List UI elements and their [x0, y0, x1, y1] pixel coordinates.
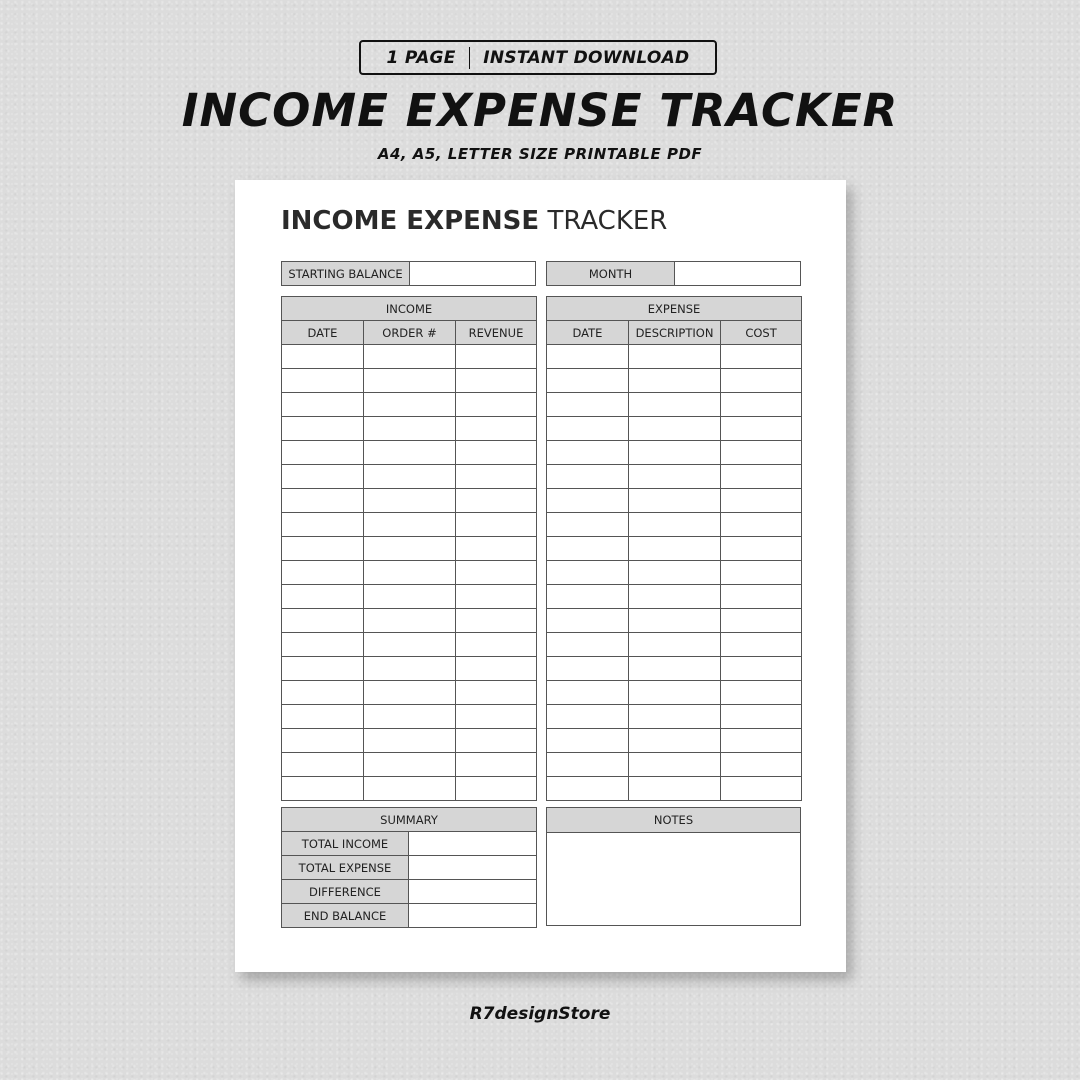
income-row: [282, 417, 537, 441]
expense-cell: [629, 633, 721, 657]
expense-cell: [547, 513, 629, 537]
expense-cell: [547, 681, 629, 705]
income-cell: [282, 489, 364, 513]
expense-cell: [629, 441, 721, 465]
income-cell: [282, 657, 364, 681]
income-cell: [364, 753, 456, 777]
expense-row: [547, 633, 802, 657]
expense-row: [547, 729, 802, 753]
expense-cell: [629, 393, 721, 417]
expense-cell: [547, 465, 629, 489]
month-label: MONTH: [547, 262, 675, 285]
expense-cell: [629, 465, 721, 489]
income-row: [282, 777, 537, 801]
expense-cell: [547, 705, 629, 729]
income-row: [282, 633, 537, 657]
expense-row: [547, 585, 802, 609]
income-cell: [282, 753, 364, 777]
income-cell: [456, 393, 537, 417]
income-cell: [456, 369, 537, 393]
month-field: [546, 261, 801, 286]
expense-cell: [629, 561, 721, 585]
expense-cell: [629, 417, 721, 441]
expense-cell: [629, 585, 721, 609]
month-value: [675, 262, 800, 285]
expense-cell: [629, 489, 721, 513]
income-cell: [456, 465, 537, 489]
summary-value-total-income: [409, 832, 537, 856]
income-cell: [456, 777, 537, 801]
income-cell: [282, 513, 364, 537]
notes-box: [546, 807, 801, 926]
income-row: [282, 753, 537, 777]
expense-row: [547, 441, 802, 465]
expense-cell: [721, 465, 802, 489]
starting-balance-field: [281, 261, 536, 286]
income-row: [282, 537, 537, 561]
expense-cell: [629, 513, 721, 537]
income-row: [282, 681, 537, 705]
product-subline: A4, A5, LETTER SIZE PRINTABLE PDF: [377, 145, 703, 163]
income-row: [282, 465, 537, 489]
pages-label: 1 PAGE: [386, 47, 456, 68]
expense-cell: [721, 441, 802, 465]
income-cell: [456, 561, 537, 585]
expense-col-date: DATE: [547, 321, 629, 345]
expense-row: [547, 609, 802, 633]
income-cell: [456, 657, 537, 681]
income-cell: [364, 369, 456, 393]
income-cell: [364, 681, 456, 705]
income-cell: [364, 705, 456, 729]
income-cell: [364, 417, 456, 441]
expense-cell: [721, 729, 802, 753]
income-row: [282, 561, 537, 585]
expense-cell: [629, 777, 721, 801]
income-row: [282, 705, 537, 729]
income-cell: [364, 537, 456, 561]
income-cell: [364, 561, 456, 585]
expense-cell: [547, 753, 629, 777]
income-cell: [282, 417, 364, 441]
expense-col-description: DESCRIPTION: [629, 321, 721, 345]
expense-cell: [547, 609, 629, 633]
starting-balance-value: [410, 262, 535, 285]
expense-row: [547, 705, 802, 729]
income-cell: [282, 345, 364, 369]
expense-row: [547, 417, 802, 441]
income-col-date: DATE: [282, 321, 364, 345]
expense-row: [547, 561, 802, 585]
expense-cell: [547, 561, 629, 585]
income-cell: [364, 633, 456, 657]
expense-cell: [547, 345, 629, 369]
income-cell: [364, 345, 456, 369]
income-row: [282, 393, 537, 417]
summary-label-total-income: TOTAL INCOME: [282, 832, 409, 856]
income-cell: [282, 393, 364, 417]
expense-cell: [547, 441, 629, 465]
income-cell: [456, 345, 537, 369]
income-cell: [364, 465, 456, 489]
expense-row: [547, 369, 802, 393]
badge-divider: [469, 47, 471, 69]
income-table: [281, 296, 537, 801]
income-row: [282, 609, 537, 633]
expense-cell: [721, 345, 802, 369]
income-cell: [282, 633, 364, 657]
download-label: INSTANT DOWNLOAD: [483, 47, 690, 68]
expense-row: [547, 657, 802, 681]
income-cell: [456, 753, 537, 777]
expense-cell: [629, 537, 721, 561]
summary-header: SUMMARY: [282, 808, 537, 832]
income-cell: [364, 729, 456, 753]
expense-row: [547, 489, 802, 513]
expense-cell: [721, 417, 802, 441]
income-cell: [456, 537, 537, 561]
expense-cell: [721, 585, 802, 609]
summary-label-total-expense: TOTAL EXPENSE: [282, 856, 409, 880]
sheet-title: [281, 206, 667, 236]
expense-table: [546, 296, 802, 801]
income-row: [282, 369, 537, 393]
expense-cell: [629, 609, 721, 633]
expense-cell: [721, 753, 802, 777]
summary-label-end-balance: END BALANCE: [282, 904, 409, 928]
income-cell: [282, 465, 364, 489]
expense-row: [547, 537, 802, 561]
expense-cell: [629, 729, 721, 753]
starting-balance-label: STARTING BALANCE: [282, 262, 410, 285]
expense-cell: [547, 657, 629, 681]
sheet-title-light: TRACKER: [547, 206, 668, 236]
income-cell: [456, 633, 537, 657]
income-cell: [456, 489, 537, 513]
expense-cell: [721, 681, 802, 705]
income-row: [282, 729, 537, 753]
expense-row: [547, 777, 802, 801]
income-cell: [282, 729, 364, 753]
expense-cell: [547, 369, 629, 393]
expense-cell: [547, 417, 629, 441]
income-header: INCOME: [282, 297, 537, 321]
printable-sheet: [235, 180, 846, 972]
income-cell: [282, 609, 364, 633]
product-headline: INCOME EXPENSE TRACKER: [181, 84, 899, 137]
summary-table: [281, 807, 537, 928]
income-cell: [282, 705, 364, 729]
income-row: [282, 585, 537, 609]
expense-cell: [547, 537, 629, 561]
summary-value-total-expense: [409, 856, 537, 880]
expense-row: [547, 513, 802, 537]
expense-header: EXPENSE: [547, 297, 802, 321]
income-cell: [282, 777, 364, 801]
expense-cell: [721, 393, 802, 417]
brand-name: R7designStore: [469, 1004, 611, 1024]
income-row: [282, 657, 537, 681]
income-cell: [456, 441, 537, 465]
income-row: [282, 441, 537, 465]
expense-cell: [547, 489, 629, 513]
expense-col-cost: COST: [721, 321, 802, 345]
sheet-title-bold: INCOME EXPENSE: [281, 206, 540, 236]
income-cell: [364, 777, 456, 801]
expense-cell: [721, 537, 802, 561]
income-cell: [364, 489, 456, 513]
expense-row: [547, 465, 802, 489]
income-row: [282, 489, 537, 513]
income-cell: [364, 513, 456, 537]
expense-cell: [629, 369, 721, 393]
income-cell: [282, 441, 364, 465]
income-cell: [364, 657, 456, 681]
income-col-order: ORDER #: [364, 321, 456, 345]
expense-cell: [721, 609, 802, 633]
income-cell: [364, 393, 456, 417]
expense-cell: [547, 585, 629, 609]
income-cell: [456, 513, 537, 537]
income-row: [282, 513, 537, 537]
notes-header: NOTES: [547, 808, 800, 833]
expense-cell: [629, 753, 721, 777]
income-row: [282, 345, 537, 369]
expense-cell: [721, 561, 802, 585]
expense-cell: [721, 369, 802, 393]
income-col-revenue: REVENUE: [456, 321, 537, 345]
expense-row: [547, 393, 802, 417]
income-cell: [456, 681, 537, 705]
expense-cell: [629, 345, 721, 369]
expense-cell: [721, 777, 802, 801]
summary-value-end-balance: [409, 904, 537, 928]
expense-cell: [721, 489, 802, 513]
income-cell: [282, 561, 364, 585]
income-cell: [456, 705, 537, 729]
expense-cell: [721, 633, 802, 657]
expense-cell: [721, 657, 802, 681]
expense-row: [547, 345, 802, 369]
expense-cell: [547, 393, 629, 417]
income-cell: [364, 609, 456, 633]
income-cell: [282, 537, 364, 561]
expense-row: [547, 681, 802, 705]
income-cell: [456, 609, 537, 633]
income-cell: [456, 417, 537, 441]
expense-cell: [721, 513, 802, 537]
income-cell: [456, 585, 537, 609]
expense-cell: [547, 729, 629, 753]
income-cell: [282, 369, 364, 393]
expense-cell: [629, 705, 721, 729]
expense-cell: [547, 777, 629, 801]
expense-cell: [629, 681, 721, 705]
format-badge: [359, 40, 717, 75]
expense-cell: [721, 705, 802, 729]
expense-cell: [547, 633, 629, 657]
income-cell: [364, 441, 456, 465]
income-cell: [282, 681, 364, 705]
summary-label-difference: DIFFERENCE: [282, 880, 409, 904]
expense-row: [547, 753, 802, 777]
income-cell: [364, 585, 456, 609]
summary-value-difference: [409, 880, 537, 904]
income-cell: [282, 585, 364, 609]
income-cell: [456, 729, 537, 753]
expense-cell: [629, 657, 721, 681]
